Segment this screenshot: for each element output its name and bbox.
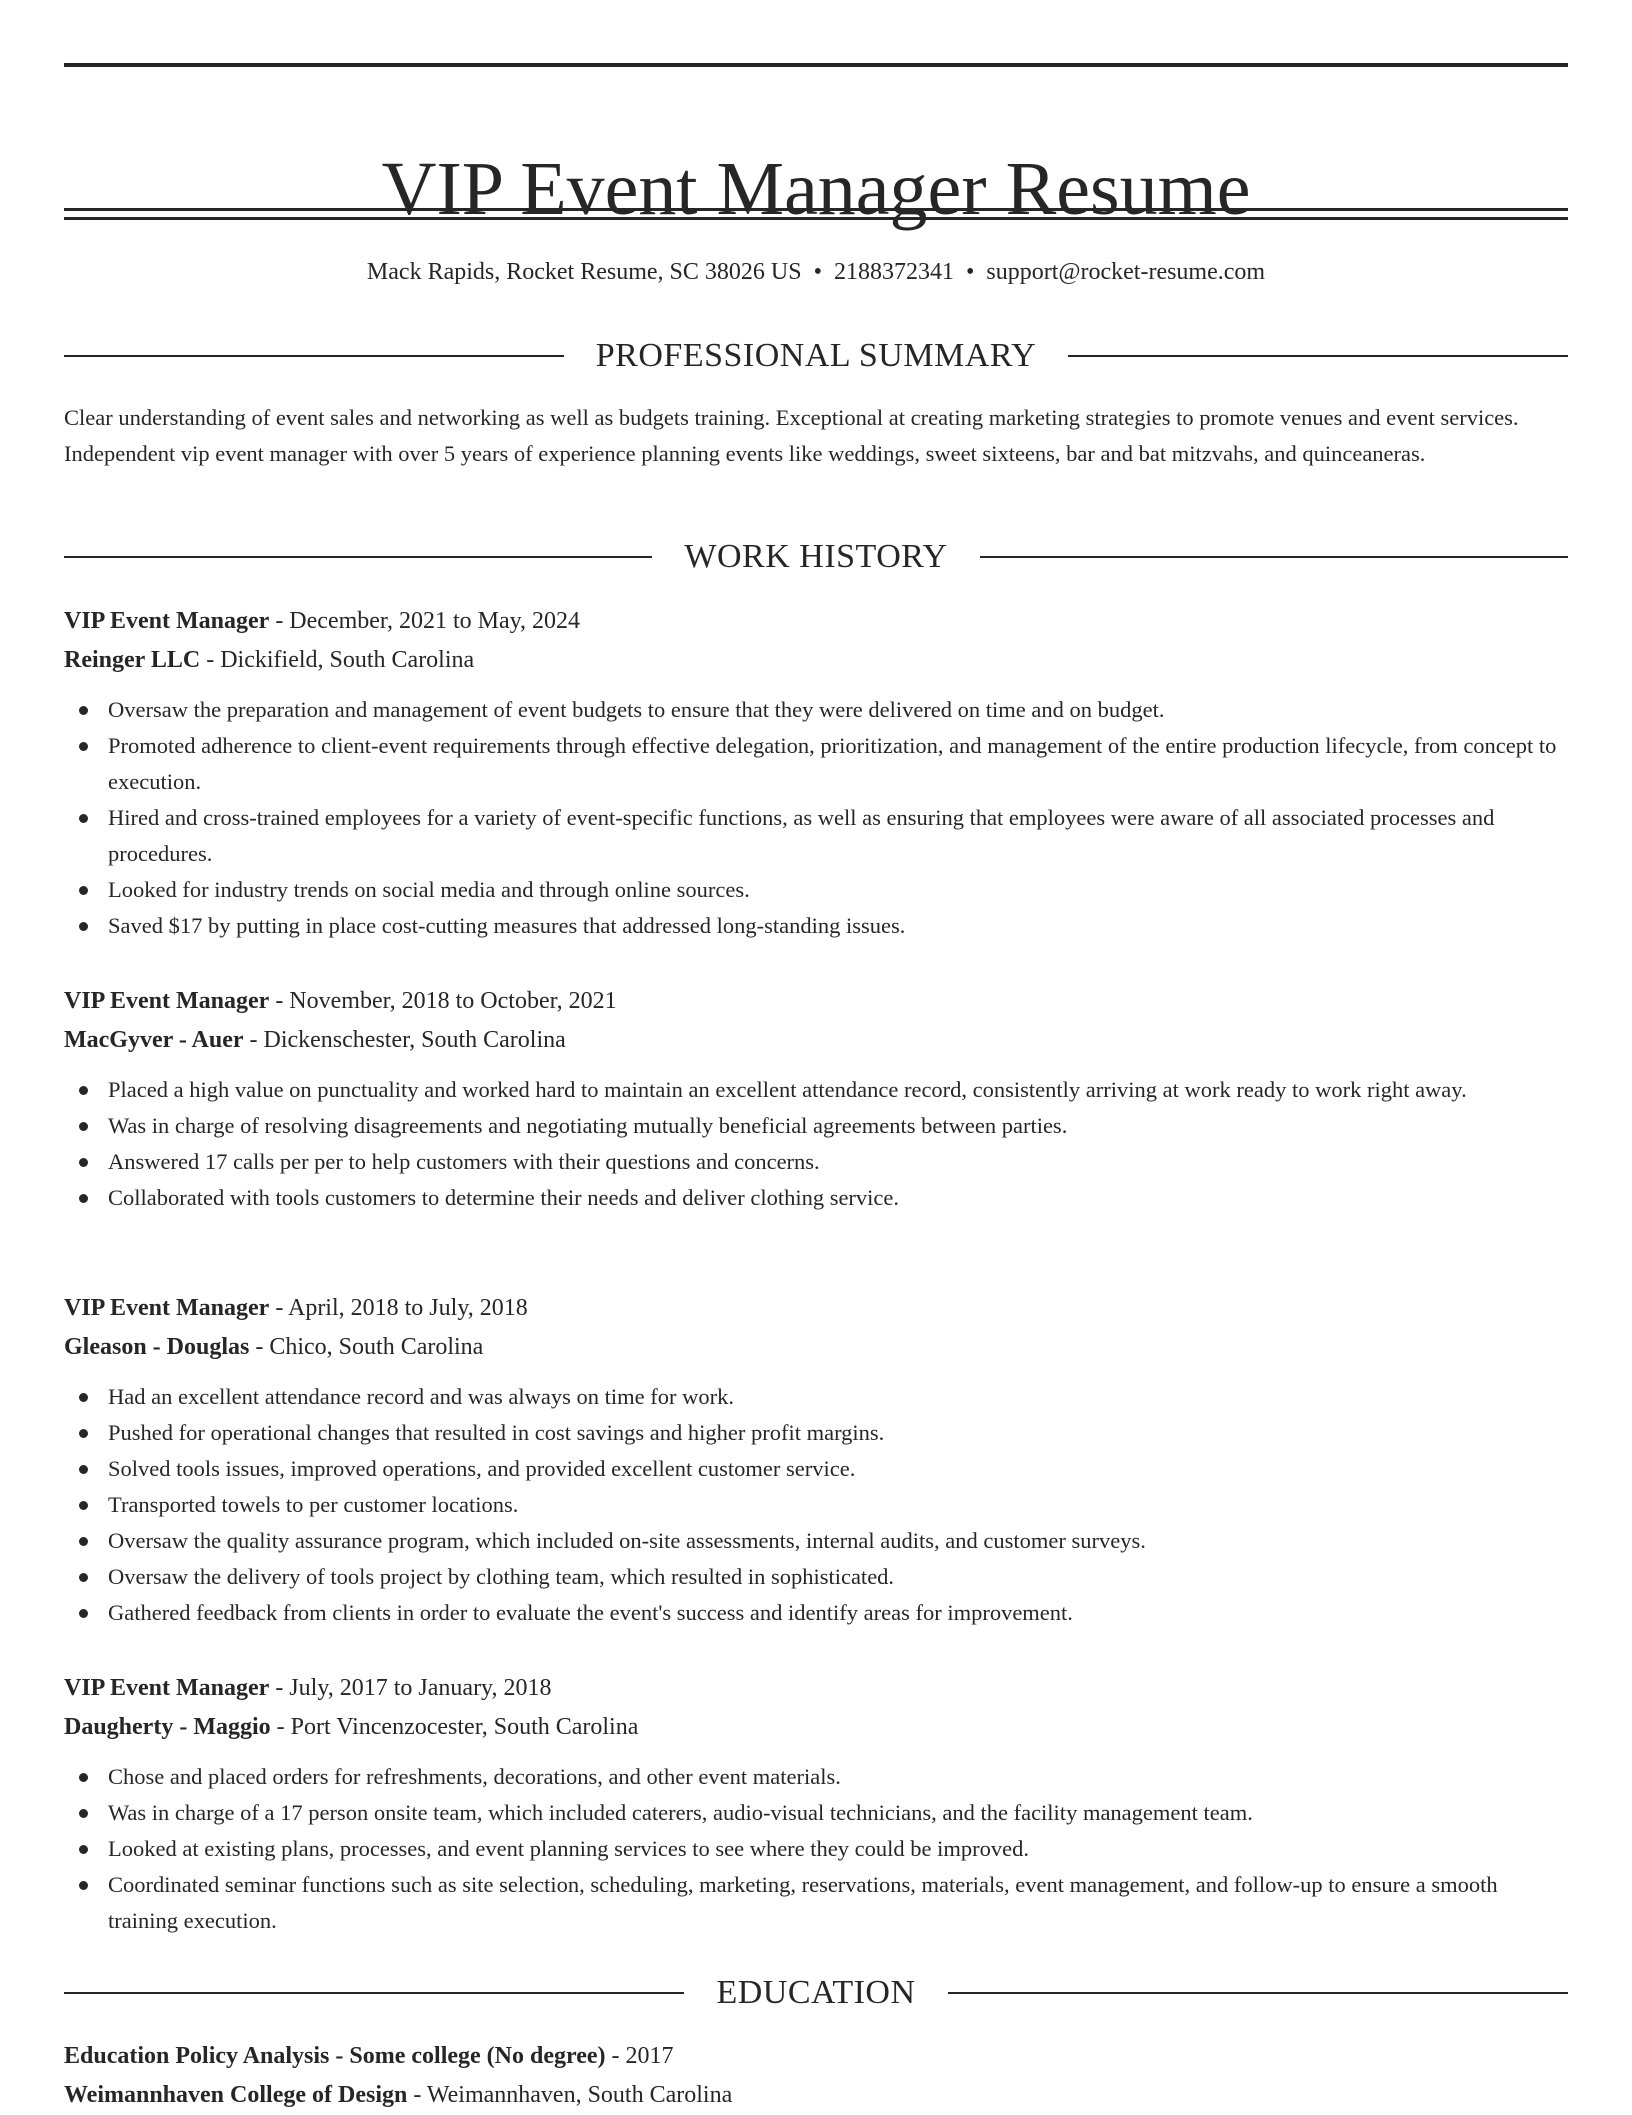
list-item (64, 1487, 1568, 1523)
bullet-icon (79, 742, 88, 751)
bullet-icon (79, 1881, 88, 1890)
heading-rule (64, 556, 652, 558)
job-title: VIP Event Manager (64, 988, 270, 1014)
bullet-text: Oversaw the delivery of tools project by clothing team, which resulted in sophisticated. (108, 1564, 895, 1589)
job-title-line (64, 1669, 1568, 1708)
contact-separator: • (965, 259, 975, 285)
job-company: Reinger LLC (64, 647, 201, 673)
bullet-text: Collaborated with tools customers to determine their needs and deliver clothing service. (108, 1185, 900, 1210)
heading-rule (980, 556, 1568, 558)
heading-rule (1068, 355, 1568, 357)
section-heading-education (64, 1971, 1568, 2015)
list-item (64, 1180, 1568, 1216)
section-title-work: WORK HISTORY (684, 538, 948, 575)
heading-rule (64, 355, 564, 357)
job-location: - Dickenschester, South Carolina (243, 1027, 566, 1053)
contact-phone: 2188372341 (833, 259, 954, 285)
bullet-text: Coordinated seminar functions such as site selection, scheduling, marketing, reservations, materials, event management, and follow-up to ensure a smooth training execution. (108, 1872, 1498, 1933)
job-company-line (64, 1328, 1568, 1367)
resume-title: VIP Event Manager Resume (381, 146, 1251, 231)
bullet-icon (79, 1122, 88, 1131)
bullet-text: Had an excellent attendance record and was always on time for work. (108, 1384, 734, 1409)
list-item (64, 1595, 1568, 1631)
education-degree: Education Policy Analysis - Some college (No degree) (64, 2043, 606, 2069)
job-dates: - July, 2017 to January, 2018 (269, 1675, 552, 1701)
list-item (64, 1072, 1568, 1108)
education-school-line (64, 2076, 1568, 2115)
education-entry (64, 2037, 1568, 2115)
bullet-icon (79, 1158, 88, 1167)
job-dates: - November, 2018 to October, 2021 (269, 988, 617, 1014)
bullet-icon (79, 1086, 88, 1095)
bullet-icon (79, 922, 88, 931)
job-bullets (64, 1379, 1568, 1631)
bullet-text: Placed a high value on punctuality and worked hard to maintain an excellent attendance record, consistently arriving at work ready to work right away. (108, 1077, 1467, 1102)
section-heading-work (64, 535, 1568, 579)
bullet-text: Oversaw the quality assurance program, which included on-site assessments, internal audits, and customer surveys. (108, 1528, 1146, 1553)
job-title: VIP Event Manager (64, 608, 270, 634)
section-title-summary: PROFESSIONAL SUMMARY (595, 337, 1037, 374)
bullet-icon (79, 814, 88, 823)
list-item (64, 1867, 1568, 1939)
heading-rule (64, 1992, 684, 1994)
job-company-line (64, 641, 1568, 680)
list-item (64, 1415, 1568, 1451)
list-item (64, 1523, 1568, 1559)
bullet-icon (79, 1194, 88, 1203)
bullet-text: Looked for industry trends on social media and through online sources. (108, 877, 750, 902)
bullet-icon (79, 1845, 88, 1854)
bullet-icon (79, 1573, 88, 1582)
job-title: VIP Event Manager (64, 1295, 270, 1321)
bullet-icon (79, 1809, 88, 1818)
job-entry (64, 982, 1568, 1216)
bullet-icon (79, 1537, 88, 1546)
list-item (64, 1144, 1568, 1180)
list-item (64, 1559, 1568, 1595)
job-title-line (64, 1289, 1568, 1328)
education-degree-line (64, 2037, 1568, 2076)
bullet-icon (79, 1393, 88, 1402)
bullet-text: Gathered feedback from clients in order to evaluate the event's success and identify areas for improvement. (108, 1600, 1073, 1625)
job-title: VIP Event Manager (64, 1675, 270, 1701)
job-company: Daugherty - Maggio (64, 1714, 271, 1740)
list-item (64, 872, 1568, 908)
bullet-text: Was in charge of resolving disagreements and negotiating mutually beneficial agreements between parties. (108, 1113, 1068, 1138)
contact-line (64, 252, 1568, 292)
bullet-icon (79, 706, 88, 715)
summary-text: Clear understanding of event sales and networking as well as budgets training. Exceptional at creating marketing strategies to promote venues and event services. Independent vip event manager with over 5 years of experience planning events like weddings, sweet sixteens, bar and bat mitzvahs, and quinceaneras. (64, 405, 1519, 466)
bullet-icon (79, 1465, 88, 1474)
list-item (64, 1831, 1568, 1867)
list-item (64, 1795, 1568, 1831)
bullet-text: Chose and placed orders for refreshments, decorations, and other event materials. (108, 1764, 841, 1789)
job-title-line (64, 602, 1568, 641)
section-title-education: EDUCATION (716, 1974, 916, 2011)
heading-rule (948, 1992, 1568, 1994)
job-entry (64, 1289, 1568, 1631)
education-location: - Weimannhaven, South Carolina (407, 2082, 733, 2108)
contact-address: Mack Rapids, Rocket Resume, SC 38026 US (366, 259, 802, 285)
bullet-icon (79, 1429, 88, 1438)
job-location: - Port Vincenzocester, South Carolina (270, 1714, 639, 1740)
job-bullets (64, 692, 1568, 944)
list-item (64, 800, 1568, 872)
bullet-text: Solved tools issues, improved operations, and provided excellent customer service. (108, 1456, 856, 1481)
education-school: Weimannhaven College of Design (64, 2082, 408, 2108)
list-item (64, 728, 1568, 800)
list-item (64, 1451, 1568, 1487)
bullet-icon (79, 886, 88, 895)
bullet-text: Saved $17 by putting in place cost-cutting measures that addressed long-standing issues. (108, 913, 906, 938)
bullet-text: Was in charge of a 17 person onsite team, which included caterers, audio-visual technicians, and the facility management team. (108, 1800, 1253, 1825)
job-entry (64, 1669, 1568, 1939)
job-company: Gleason - Douglas (64, 1334, 250, 1360)
job-bullets (64, 1759, 1568, 1939)
bullet-text: Answered 17 calls per per to help customers with their questions and concerns. (108, 1149, 820, 1174)
section-heading-summary (64, 334, 1568, 378)
list-item (64, 1379, 1568, 1415)
bullet-icon (79, 1609, 88, 1618)
job-entry (64, 602, 1568, 944)
bullet-text: Oversaw the preparation and management of event budgets to ensure that they were delivered on time and on budget. (108, 697, 1165, 722)
job-company: MacGyver - Auer (64, 1027, 244, 1053)
bullet-text: Pushed for operational changes that resulted in cost savings and higher profit margins. (108, 1420, 885, 1445)
list-item (64, 908, 1568, 944)
bullet-text: Promoted adherence to client-event requirements through effective delegation, prioritization, and management of the entire production lifecycle, from concept to execution. (108, 733, 1557, 794)
list-item (64, 1108, 1568, 1144)
contact-separator: • (813, 259, 822, 285)
top-rule (64, 63, 1568, 67)
list-item (64, 1759, 1568, 1795)
job-location: - Dickifield, South Carolina (200, 647, 475, 673)
list-item (64, 692, 1568, 728)
job-company-line (64, 1021, 1568, 1060)
title-double-rule (64, 208, 1568, 220)
job-dates: - December, 2021 to May, 2024 (269, 608, 581, 634)
job-company-line (64, 1708, 1568, 1747)
bullet-text: Transported towels to per customer locations. (108, 1492, 519, 1517)
contact-email: support@rocket-resume.com (986, 259, 1266, 285)
bullet-text: Looked at existing plans, processes, and event planning services to see where they could be improved. (108, 1836, 1029, 1861)
education-year: - 2017 (605, 2043, 674, 2069)
job-location: - Chico, South Carolina (249, 1334, 484, 1360)
job-dates: - April, 2018 to July, 2018 (269, 1295, 528, 1321)
job-bullets (64, 1072, 1568, 1216)
bullet-icon (79, 1501, 88, 1510)
bullet-icon (79, 1773, 88, 1782)
bullet-text: Hired and cross-trained employees for a variety of event-specific functions, as well as ensuring that employees were aware of all associated processes and procedures. (108, 805, 1495, 866)
job-title-line (64, 982, 1568, 1021)
